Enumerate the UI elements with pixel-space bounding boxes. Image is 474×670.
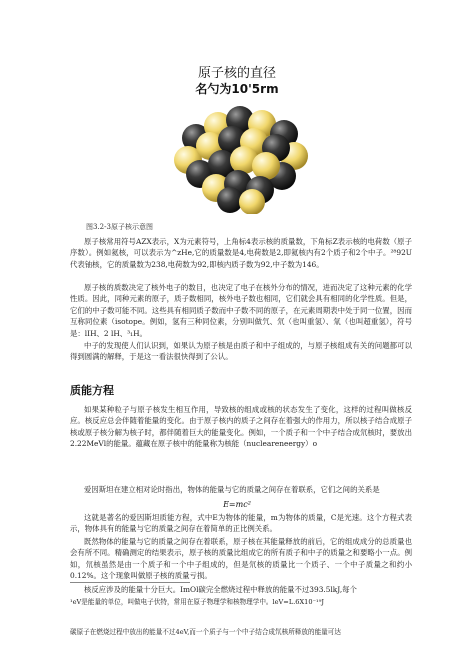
paragraph-mass-defect: 既然物体的能量与它的质量之间存在着联系，原子核在其能量释放的前后，它的组成成分的总质量也会有所不同。精确测定的结果表示，原子核的质量比组成它的所有质子和中子的质量之和要略小一点。例如，氘核虽然是由一个质子和一个中子组成的，但是氘核的质量比一个质子、一个中子质量之和约小0.12%。这个现象叫做原子核的质量亏损。 (70, 537, 412, 581)
paragraph-notation: 原子核常用符号AZX表示，X为元素符号，上角标4表示核的质量数，下角标Z表示核的电荷数（原子序数）。例如氦核，可以表示为^zHe,它的质量数是4,电荷数是2,即氦核内有2个质子和2个中子。²⁸92U代表铀核，它的质量数为238,电荷数为92,即核内质子数为92,中子数为146。 (70, 237, 412, 269)
paragraph-nuclear-reaction: 如果某种粒子与原子核发生相互作用，导致核的组成或核的状态发生了变化，这样的过程叫做核反应。核反应总会伴随着能量的变化。由于原子核内的质子之间存在着强大的作用力，所以核子结合成原子核或原子核分解为核子时，都伴随着巨大的能量变化。例如，一个质子和一个中子结合成氘核时，要放出2.22MeVl的能量。蕴藏在原子核中的能量称为核能（nucleareneergy）o (70, 405, 412, 449)
figure-subtitle: 名勺为10'5rm (195, 82, 279, 96)
figure-caption: 图3.2-3原子核示意图 (86, 223, 153, 231)
paragraph-energy-scale: 核反应涉及的能量十分巨大。ImOl碳完全燃烧过程中释放的能量不过393.5lkJ,每个 (84, 585, 357, 594)
paragraph-isotope: 原子核的质数决定了核外电子的数目，也决定了电子在核外分布的情况，进而决定了这种元素的化学性质。因此，同种元素的原子，质子数相同，核外电子数也相同，它们就会具有相同的化学性质。但是，它们的中子数可能不同。这些具有相同质子数而中子数不同的原子，在元素周期表中处于同一位置，因而互称同位素（isotope。例如，氢有三种同位素，分别叫做氕、氘（也叫重氢）、氚（也叫超重氢），符号是：lIH、2 lH、³₁H。 (70, 283, 412, 338)
paragraph-neutron: 中子的发现使人们认识到，如果认为原子核是由质子和中子组成的，与原子核组成有关的问题都可以得到圆满的解释，于是这一看法很快得到了公认。 (70, 341, 412, 362)
footnote-ev: ¹eV是能量的单位，叫做电子伏特，常用在原子物理学和核物理学中。leV=L.6X10⁻¹⁹J (70, 598, 324, 606)
footnote-divider (70, 582, 190, 583)
figure-title: 原子核的直径 (197, 66, 276, 81)
section-title: 质能方程 (70, 384, 114, 397)
paragraph-einstein: 爱因斯坦在建立相对论时指出，物体的能量与它的质量之间存在着联系，它们之间的关系是 (84, 485, 380, 494)
nucleus-illustration (160, 96, 320, 214)
paragraph-formula-explain: 这就是著名的爱因斯坦质能方程，式中E为物体的能量，m为物体的质量，C是光速。这个方程式表示，物体具有的能量与它的质量之间存在着简单的正比例关系。 (70, 513, 412, 534)
nucleons (174, 106, 308, 214)
mass-energy-formula: E=mc² (223, 500, 251, 509)
footnote-continuation: 碳原子在燃烧过程中放出的能量不过4eV,而一个质子与一个中子结合成氘核所释放的能量可达 (70, 628, 341, 636)
